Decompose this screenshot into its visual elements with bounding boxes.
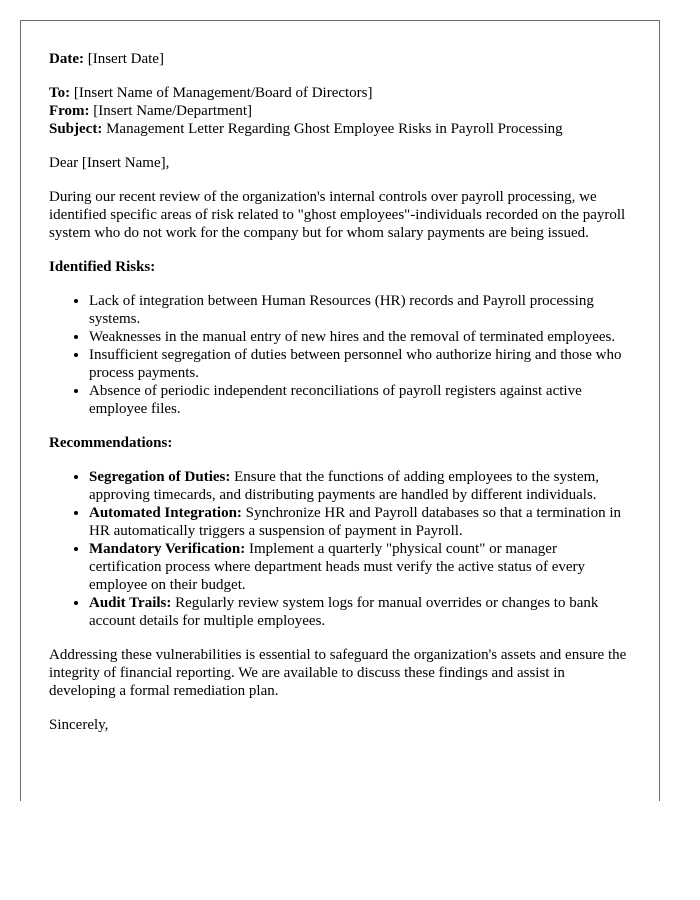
management-letter: [20, 20, 660, 801]
recommendations-list: [49, 468, 631, 630]
recommendation-term: Mandatory Verification:: [89, 541, 246, 557]
letter-header: [49, 84, 631, 138]
recommendation-item: [89, 468, 631, 504]
subject-value: Management Letter Regarding Ghost Employee Risks in Payroll Processing: [106, 121, 563, 137]
to-value: [Insert Name of Management/Board of Directors]: [73, 85, 373, 101]
date-value: [Insert Date]: [87, 51, 164, 67]
risks-list: [49, 292, 631, 418]
subject-line: [49, 120, 631, 138]
recommendation-item: [89, 594, 631, 630]
closing-paragraph: Addressing these vulnerabilities is essential to safeguard the organization's assets and ensure the integrity of financial reporting. We are available to discuss these findings and assist in developing a formal remediation plan.: [49, 647, 627, 699]
date-block: [49, 50, 631, 68]
date-line: [49, 50, 631, 68]
salutation: Dear [Insert Name],: [49, 155, 170, 171]
from-label: From:: [49, 103, 90, 119]
to-line: [49, 84, 631, 102]
sign-off: Sincerely,: [49, 717, 109, 733]
subject-label: Subject:: [49, 121, 103, 137]
risk-item: • Weaknesses in the manual entry of new hires and the removal of terminated employees.: [89, 328, 631, 346]
from-value: [Insert Name/Department]: [93, 103, 252, 119]
recommendation-text: Synchronize HR and Payroll databases so that a termination in HR automatically triggers a suspension of payment in Payroll.: [89, 505, 621, 539]
recommendations-heading: Recommendations:: [49, 435, 173, 451]
recommendation-text: Ensure that the functions of adding employees to the system, approving timecards, and distributing payments are handled by different individuals.: [89, 469, 600, 503]
recommendation-term: Audit Trails:: [89, 595, 172, 611]
risk-item: • Lack of integration between Human Resources (HR) records and Payroll processing systems.: [89, 292, 631, 328]
recommendation-text: Implement a quarterly "physical count" or manager certification process where department heads must verify the active status of every employee on their budget.: [89, 541, 586, 593]
recommendation-item: [89, 540, 631, 594]
risk-item: • Absence of periodic independent reconciliations of payroll registers against active employee files.: [89, 382, 631, 418]
recommendation-term: Automated Integration:: [89, 505, 242, 521]
date-label: Date:: [49, 51, 84, 67]
recommendation-term: Segregation of Duties:: [89, 469, 231, 485]
risks-heading: Identified Risks:: [49, 259, 156, 275]
intro-paragraph: During our recent review of the organization's internal controls over payroll processing, we identified specific areas of risk related to "ghost employees"-individuals recorded on the payroll system who do not work for the company but for whom salary payments are being issued.: [49, 189, 626, 241]
to-label: To:: [49, 85, 71, 101]
recommendation-item: [89, 504, 631, 540]
risk-item: • Insufficient segregation of duties between personnel who authorize hiring and those who process payments.: [89, 346, 631, 382]
recommendation-text: Regularly review system logs for manual overrides or changes to bank account details for multiple employees.: [89, 595, 599, 629]
from-line: [49, 102, 631, 120]
